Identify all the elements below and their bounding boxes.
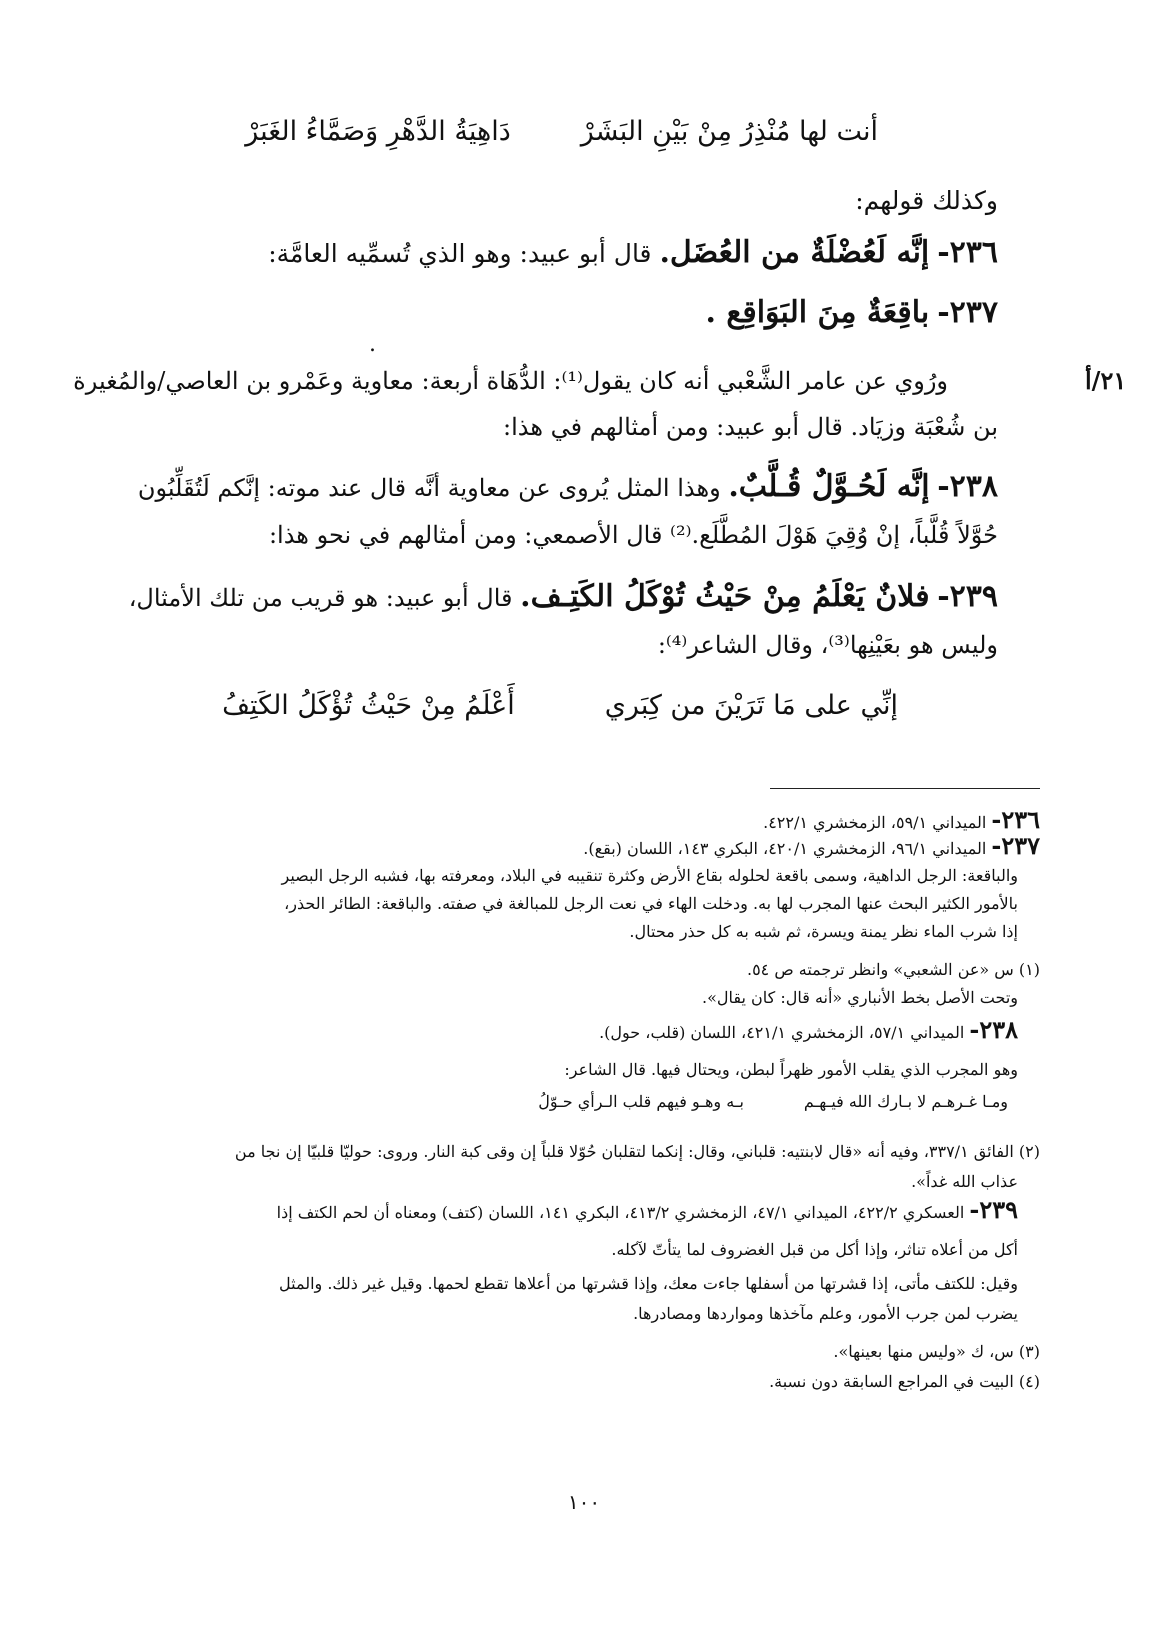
footnote-237-note-1: والباقعة: الرجل الداهية، وسمى باقعة لحلوله بقاع الأرض وكثرة تنقيبه في البلاد، ومعرفته بها، فشبه الرجل البصير [281, 866, 1018, 885]
page-number: ١٠٠ [567, 1490, 601, 1514]
closing-verse [222, 686, 898, 726]
paragraph-line-1: ورُوي عن عامر الشَّعْبي أنه كان يقول⁽¹⁾: الدُّهَاة أربعة: معاوية وعَمْرو بن العاصي/والمُغيرة [73, 367, 948, 395]
entry-239-line-2: وليس هو بعَيْنِها⁽³⁾، وقال الشاعر⁽⁴⁾: [657, 631, 998, 659]
verse-left-hemistich: دَاهِيَةُ الدَّهْرِ وَصَمَّاءُ الغَبَرْ [245, 116, 511, 147]
entry-237-proverb: باقِعَةٌ مِنَ البَوَاقِع . [705, 295, 930, 330]
footnote-238-note: وهو المجرب الذي يقلب الأمور ظهراً لبطن، ويحتال فيها. قال الشاعر: [564, 1060, 1018, 1079]
footnote-238 [18, 1015, 1018, 1045]
folio-margin-marker: ٢١/أ [1085, 366, 1127, 395]
footnote-238-text: الميداني ٥٧/١، الزمخشري ٤٢١/١، اللسان (قلب، حول). [599, 1023, 965, 1042]
footnote-237-number: ٢٣٧- [991, 831, 1040, 860]
entry-238-number: ٢٣٨- [937, 469, 998, 504]
footnote-239-text: العسكري ٤٢٢/٢، الميداني ٤٧/١، الزمخشري ٤١٣/٢، البكري ١٤١، اللسان (كتف) ومعناه أن لحم الكتف إذا [276, 1203, 965, 1222]
stray-dot: . [369, 332, 376, 357]
intro-line: وكذلك قولهم: [855, 186, 998, 215]
footnote-239-line-2: أكل من أعلاه تناثر، وإذا أكل من قبل الغضروف لما يتأتّ لآكله. [611, 1240, 1018, 1259]
footnote-236-number: ٢٣٦- [991, 805, 1040, 834]
entry-236 [98, 234, 998, 273]
footnote-239-note-2: يضرب لمن جرب الأمور، وعلم مآخذها ومواردها ومصادرها. [633, 1304, 1018, 1323]
footnote-237-text: الميداني ٩٦/١، الزمخشري ٤٢٠/١، البكري ١٤٣، اللسان (بقع). [583, 839, 987, 858]
entry-239 [98, 578, 998, 617]
footnote-239-note-1: وقيل: للكتف مأتى، إذا قشرتها من أسفلها جاءت معك، وإذا قشرتها من أعلاها تقطع لحمها. وقيل غير ذلك. والمثل [279, 1274, 1018, 1293]
footnote-2-line-2: عذاب الله غداً». [911, 1172, 1018, 1191]
entry-238-line-2: حُوَّلاً قُلَّباً، إنْ وُقِيَ هَوْلَ المُطَّلَع.⁽²⁾ قال الأصمعي: ومن أمثالهم في نحو هذا: [268, 521, 998, 549]
entry-238-commentary: وهذا المثل يُروى عن معاوية أنَّه قال عند موته: إنَّكم لَتُقَلِّبُون [137, 474, 721, 502]
entry-237-number: ٢٣٧- [937, 295, 998, 330]
footnote-237-note-3: إذا شرب الماء نظر يمنة ويسرة، ثم شبه به كل حذر محتال. [629, 922, 1018, 941]
footnote-237-note-2: بالأمور الكثير البحث عنها المجرب لها به. ودخلت الهاء في نعت الرجل للمبالغة في صفته. والباقعة: الطائر الحذر، [284, 894, 1018, 913]
entry-239-proverb: فلانٌ يَعْلَمُ مِنْ حَيْثُ تُوْكَلُ الكَتِـف. [520, 579, 930, 614]
entry-237 [98, 294, 998, 333]
footnote-4: (٤) البيت في المراجع السابقة دون نسبة. [769, 1372, 1040, 1391]
footnote-1: (١) س «عن الشعبي» وانظر ترجمته ص ٥٤. [746, 960, 1040, 979]
entry-236-commentary: قال أبو عبيد: وهو الذي تُسمِّيه العامَّة: [268, 239, 652, 268]
verse-right-hemistich: ومـا غـرهـم لا بـارك الله فيـهـم [803, 1092, 1008, 1111]
footnote-238-number: ٢٣٨- [969, 1015, 1018, 1044]
entry-238-proverb: إنَّه لَحُـوَّلٌ قُـلَّبٌ. [728, 469, 930, 504]
verse-right-hemistich: أنت لها مُنْذِرُ مِنْ بَيْنِ البَشَرْ [580, 116, 878, 147]
footnote-239-number: ٢٣٩- [969, 1195, 1018, 1224]
verse-left-hemistich: بـه وهـو فيهم قلب الـرأي حـوّلُ [538, 1092, 744, 1111]
entry-236-proverb: إنَّه لَعُضْلَةٌ من العُضَل. [659, 235, 930, 270]
entry-239-commentary: قال أبو عبيد: هو قريب من تلك الأمثال، [128, 584, 513, 612]
opening-verse [238, 112, 878, 152]
footnote-3: (٣) س، ك «وليس منها بعينها». [833, 1342, 1040, 1361]
footnote-236-text: الميداني ٥٩/١، الزمخشري ٤٢٢/١. [763, 813, 987, 832]
footnote-2-line-1: (٢) الفائق ٣٣٧/١، وفيه أنه «قال لابنتيه: قلباني، وقال: إنكما لتقلبان حُوّلا قلباً إن وقى كبة النار. وروى: حوليّا قلبيّا إن نجا من [234, 1142, 1040, 1161]
entry-239-number: ٢٣٩- [937, 579, 998, 614]
footnote-239 [18, 1195, 1018, 1225]
verse-right-hemistich: إنِّي على مَا تَرَيْنَ من كِبَري [604, 690, 898, 721]
entry-236-number: ٢٣٦- [937, 235, 998, 270]
footnote-1-b: وتحت الأصل بخط الأنباري «أنه قال: كان يقال». [701, 988, 1018, 1007]
verse-left-hemistich: أَعْلَمُ مِنْ حَيْثُ تُؤْكَلُ الكَتِفُ [222, 690, 515, 721]
footnote-separator [770, 788, 1040, 789]
footnote-238-verse [538, 1090, 1008, 1114]
paragraph-line-2: بن شُعْبَة وزيَاد. قال أبو عبيد: ومن أمثالهم في هذا: [503, 413, 998, 441]
entry-238 [98, 468, 998, 507]
footnote-237 [40, 831, 1040, 861]
footnote-236 [40, 805, 1040, 835]
